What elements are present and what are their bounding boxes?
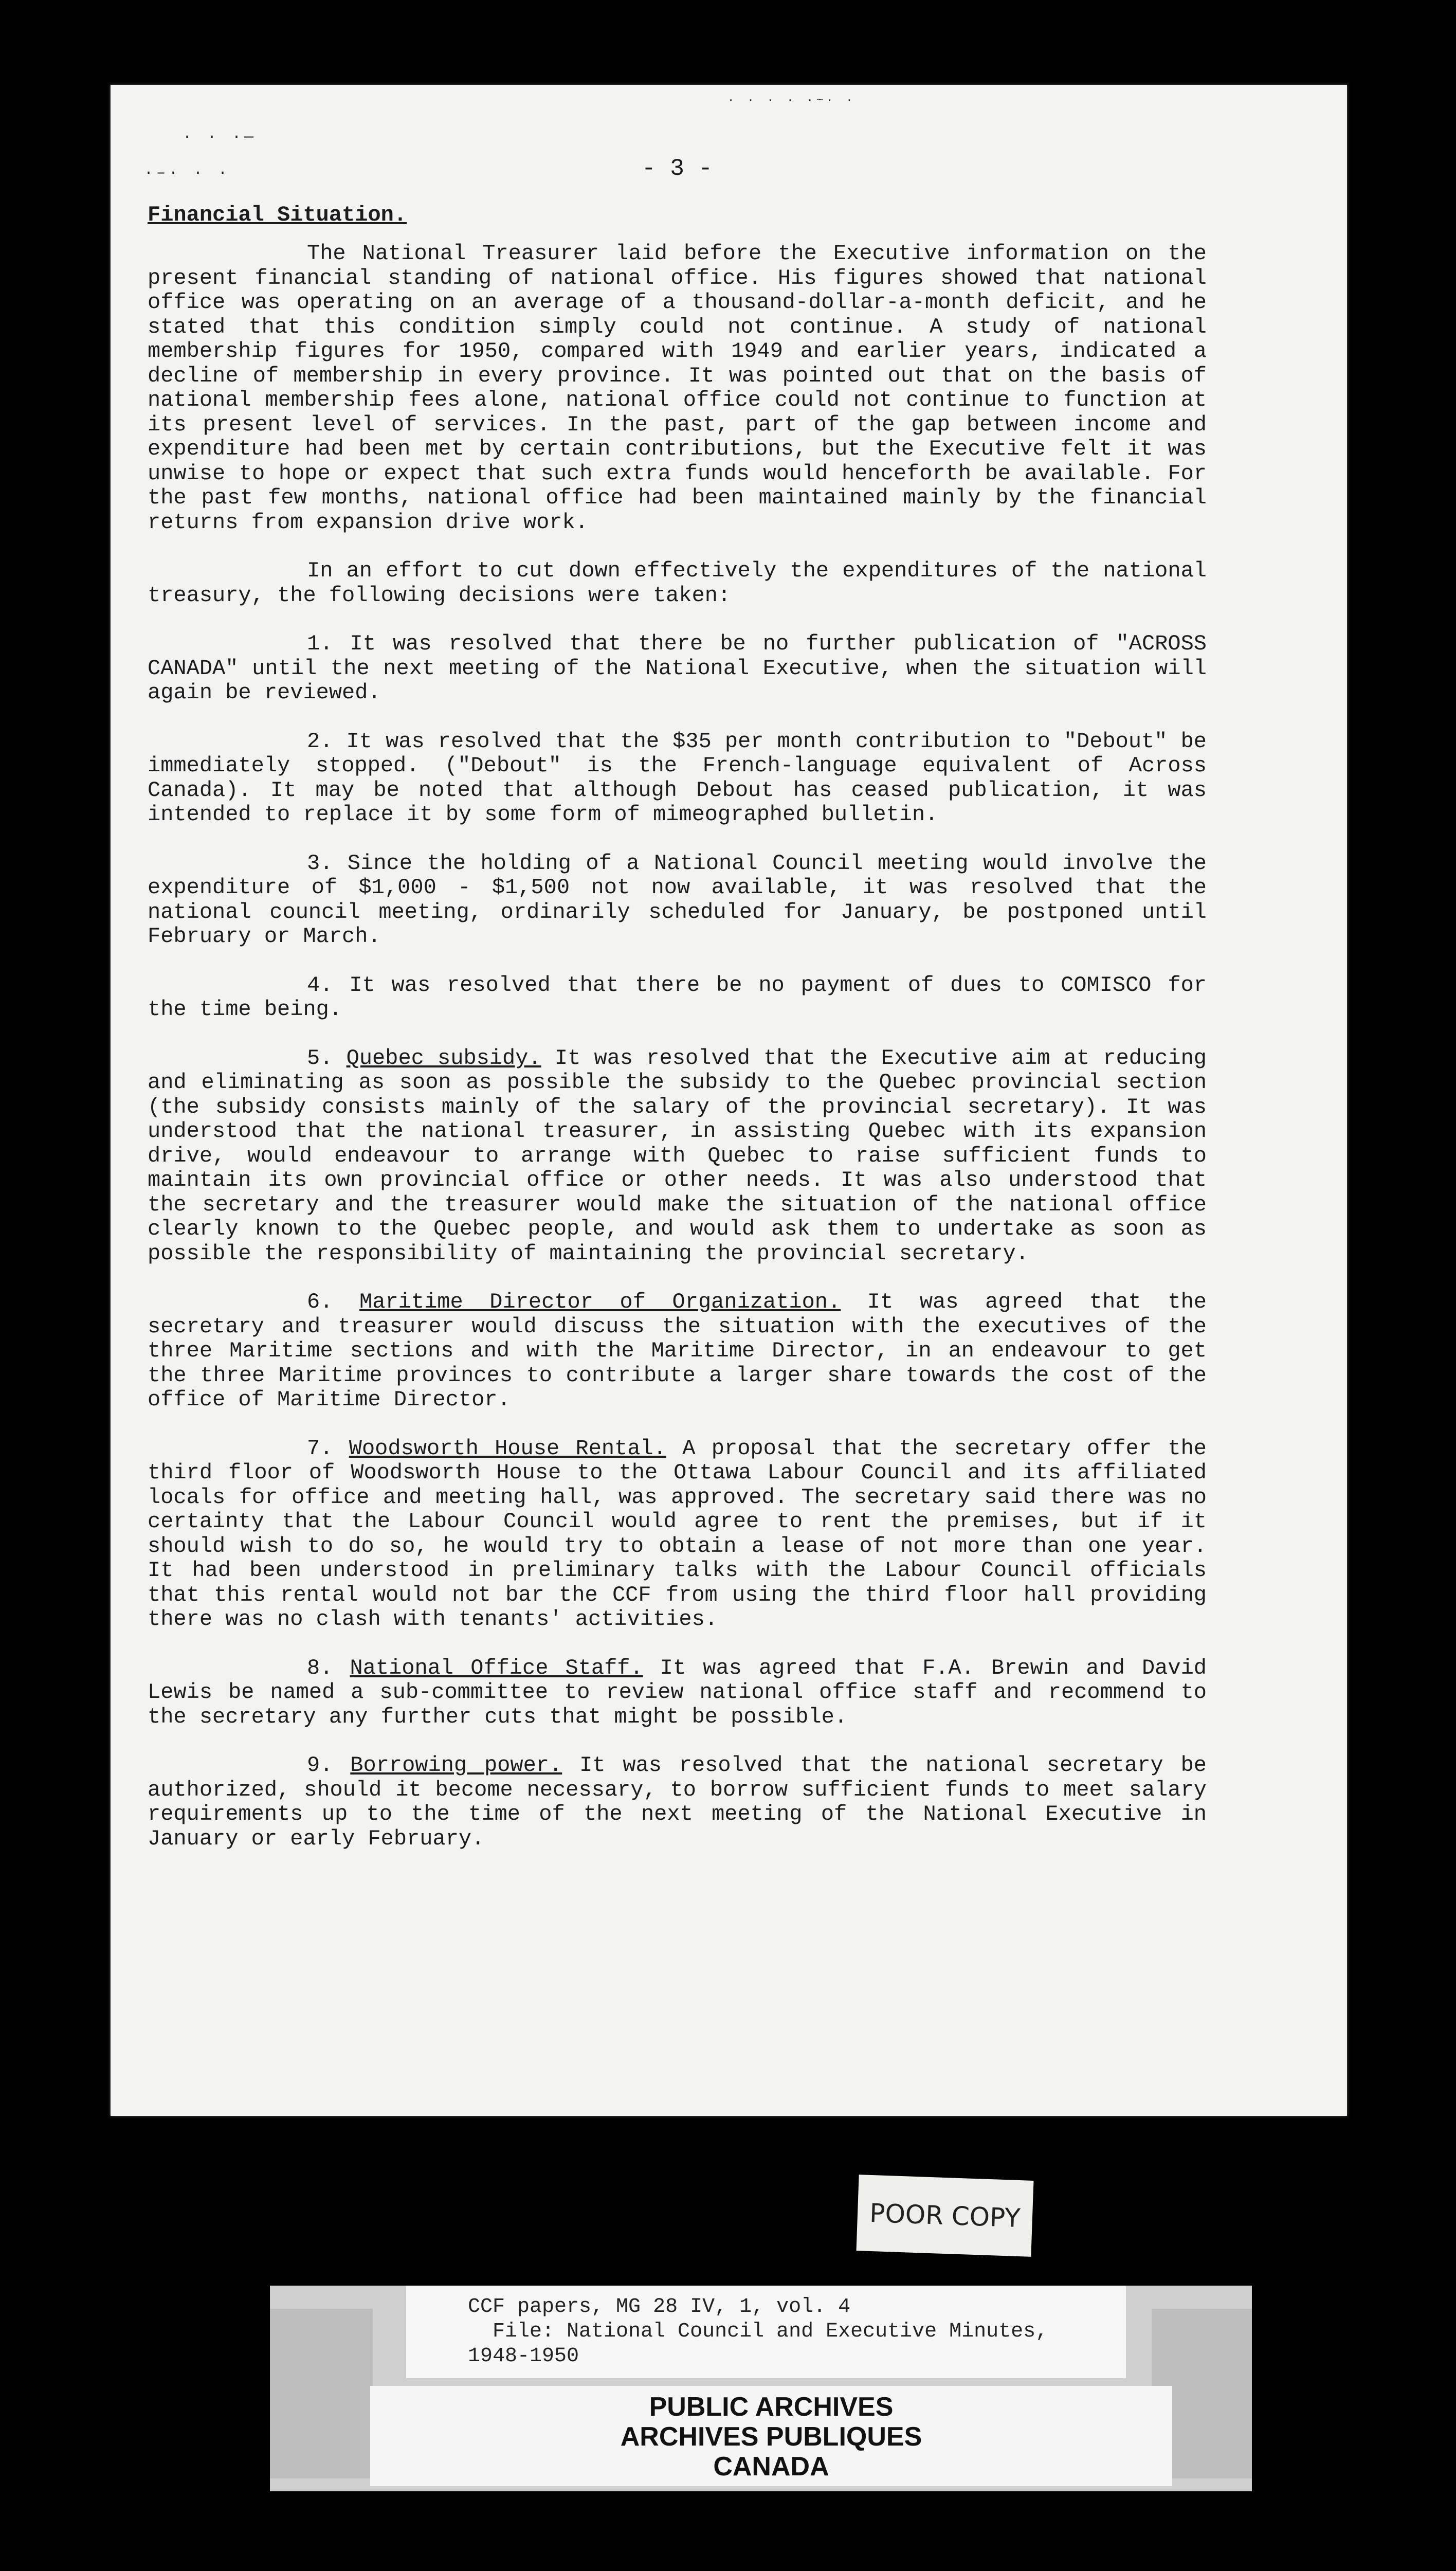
archive-reference-label (406, 2286, 1126, 2378)
item-title: Woodsworth House Rental. (349, 1436, 666, 1461)
item-number: 7. (307, 1436, 333, 1461)
paragraph-text: In an effort to cut down effectively the expenditures of the national treasury, the following decisions were taken: (148, 558, 1207, 608)
item-number: 6. (307, 1290, 333, 1314)
scan-marks: ·–· · · (144, 165, 231, 182)
paragraph-text: The National Treasurer laid before the Executive information on the present financial standing of national office. His figures showed that national office was operating on an average of a thousand-dollar-a-month deficit, and he stated that this condition simply could not continue. A study of national membership figures for 1950, compared with 1949 and earlier years, indicated a decline of membership in every province. It was pointed out that on the basis of national membership fees alone, national office could not continue to function at its present level of services. In the past, part of the gap between income and expenditure had been met by certain contributions, but the Executive felt it was unwise to hope or expect that such extra funds would henceforth be available. For the past few months, national office had been maintained mainly by the financial returns from expansion drive work. (148, 241, 1207, 535)
item-number: 4. (307, 972, 333, 998)
item-number: 8. (307, 1655, 333, 1680)
item-number: 2. (307, 729, 333, 754)
paragraph (148, 1437, 1207, 1632)
item-number: 9. (307, 1753, 333, 1778)
item-number: 1. (307, 631, 333, 656)
item-title: Borrowing power. (350, 1753, 562, 1778)
paragraph-text: It was resolved that there be no payment of dues to COMISCO for the time being. (148, 972, 1207, 1022)
paragraph-list (148, 242, 1207, 1851)
item-number: 5. (307, 1045, 333, 1071)
stamp-text: POOR COPY (869, 2198, 1021, 2234)
paragraph (148, 852, 1207, 949)
archives-line: ARCHIVES PUBLIQUES (620, 2422, 922, 2452)
paragraph-text: It was resolved that the national secretary be authorized, should it become necessary, to borrow sufficient funds to meet salary requirements up to the time of the next meeting of the National Executive in January or early February. (148, 1753, 1207, 1851)
paragraph (148, 632, 1207, 705)
archive-reference-line: File: National Council and Executive Minutes, (493, 2320, 1048, 2343)
scan-marks: · · · · ·~· · (727, 94, 856, 107)
archives-line: PUBLIC ARCHIVES (649, 2392, 894, 2422)
poor-copy-stamp (857, 2175, 1034, 2257)
paragraph (148, 730, 1207, 827)
scan-marks: · · ·— (183, 129, 257, 146)
paragraph-text: It was resolved that the Executive aim at reducing and eliminating as soon as possible the subsidy to the Quebec provincial section (the subsidy consists mainly of the salary of the provincial secretary). It was understood that the national treasurer, in assisting Quebec with its expansion drive, would endeavour to arrange with Quebec to raise sufficient funds to maintain its own provincial office or other needs. It was also understood that the secretary and the treasurer would make the situation of the national office clearly known to the Quebec people, and would ask them to undertake as soon as possible the responsibility of maintaining the provincial secretary. (148, 1045, 1207, 1266)
paragraph (148, 242, 1207, 535)
page-number: - 3 - (641, 155, 713, 182)
paragraph-text: Since the holding of a National Council meeting would involve the expenditure of $1,000 - $1,500 not now available, it was resolved that the national council meeting, ordinarily scheduled for January, be postponed until February or March. (148, 850, 1207, 949)
paragraph (148, 1046, 1207, 1266)
paragraph-text: It was resolved that the $35 per month contribution to "Debout" be immediately stopped. ("Debout" is the French-language equivalent of Across Canada). It may be noted that although Debout has ceased publication, it was intended to replace it by some form of mimeographed bulletin. (148, 729, 1207, 827)
archive-reference-line: 1948-1950 (468, 2345, 579, 2368)
paragraph (148, 973, 1207, 1022)
item-number: 3. (307, 850, 333, 876)
paragraph-text: It was agreed that F.A. Brewin and David Lewis be named a sub-committee to review national office staff and recommend to the secretary any further cuts that might be possible. (148, 1655, 1207, 1729)
paragraph-text: It was agreed that the secretary and treasurer would discuss the situation with the executives of the three Maritime sections and with the Maritime Director, in an endeavour to get the three Maritime provinces to contribute a larger share towards the cost of the office of Maritime Director. (148, 1290, 1207, 1412)
section-heading: Financial Situation. (148, 202, 407, 227)
document-body (148, 157, 1207, 1851)
paragraph-text: It was resolved that there be no further publication of "ACROSS CANADA" until the next meeting of the National Executive, when the situation will again be reviewed. (148, 631, 1207, 705)
paragraph-text: A proposal that the secretary offer the third floor of Woodsworth House to the Ottawa Labour Council and its affiliated locals for office and meeting hall, was approved. The secretary said there was no certainty that the Labour Council would agree to rent the premises, but if it should wish to do so, he would try to obtain a lease of not more than one year. It had been understood in preliminary talks with the Labour Council officials that this rental would not bar the CCF from using the third floor hall providing there was no clash with tenants' activities. (148, 1436, 1207, 1632)
paragraph (148, 1753, 1207, 1851)
archive-reference-line: CCF papers, MG 28 IV, 1, vol. 4 (468, 2295, 851, 2319)
tape-left (270, 2309, 373, 2478)
item-title: National Office Staff. (350, 1655, 643, 1680)
archives-line: CANADA (713, 2452, 829, 2482)
paragraph (148, 1290, 1207, 1413)
public-archives-label (370, 2386, 1172, 2486)
item-title: Quebec subsidy. (346, 1045, 541, 1071)
paragraph (148, 559, 1207, 608)
item-title: Maritime Director of Organization. (359, 1290, 841, 1314)
paragraph (148, 1656, 1207, 1730)
